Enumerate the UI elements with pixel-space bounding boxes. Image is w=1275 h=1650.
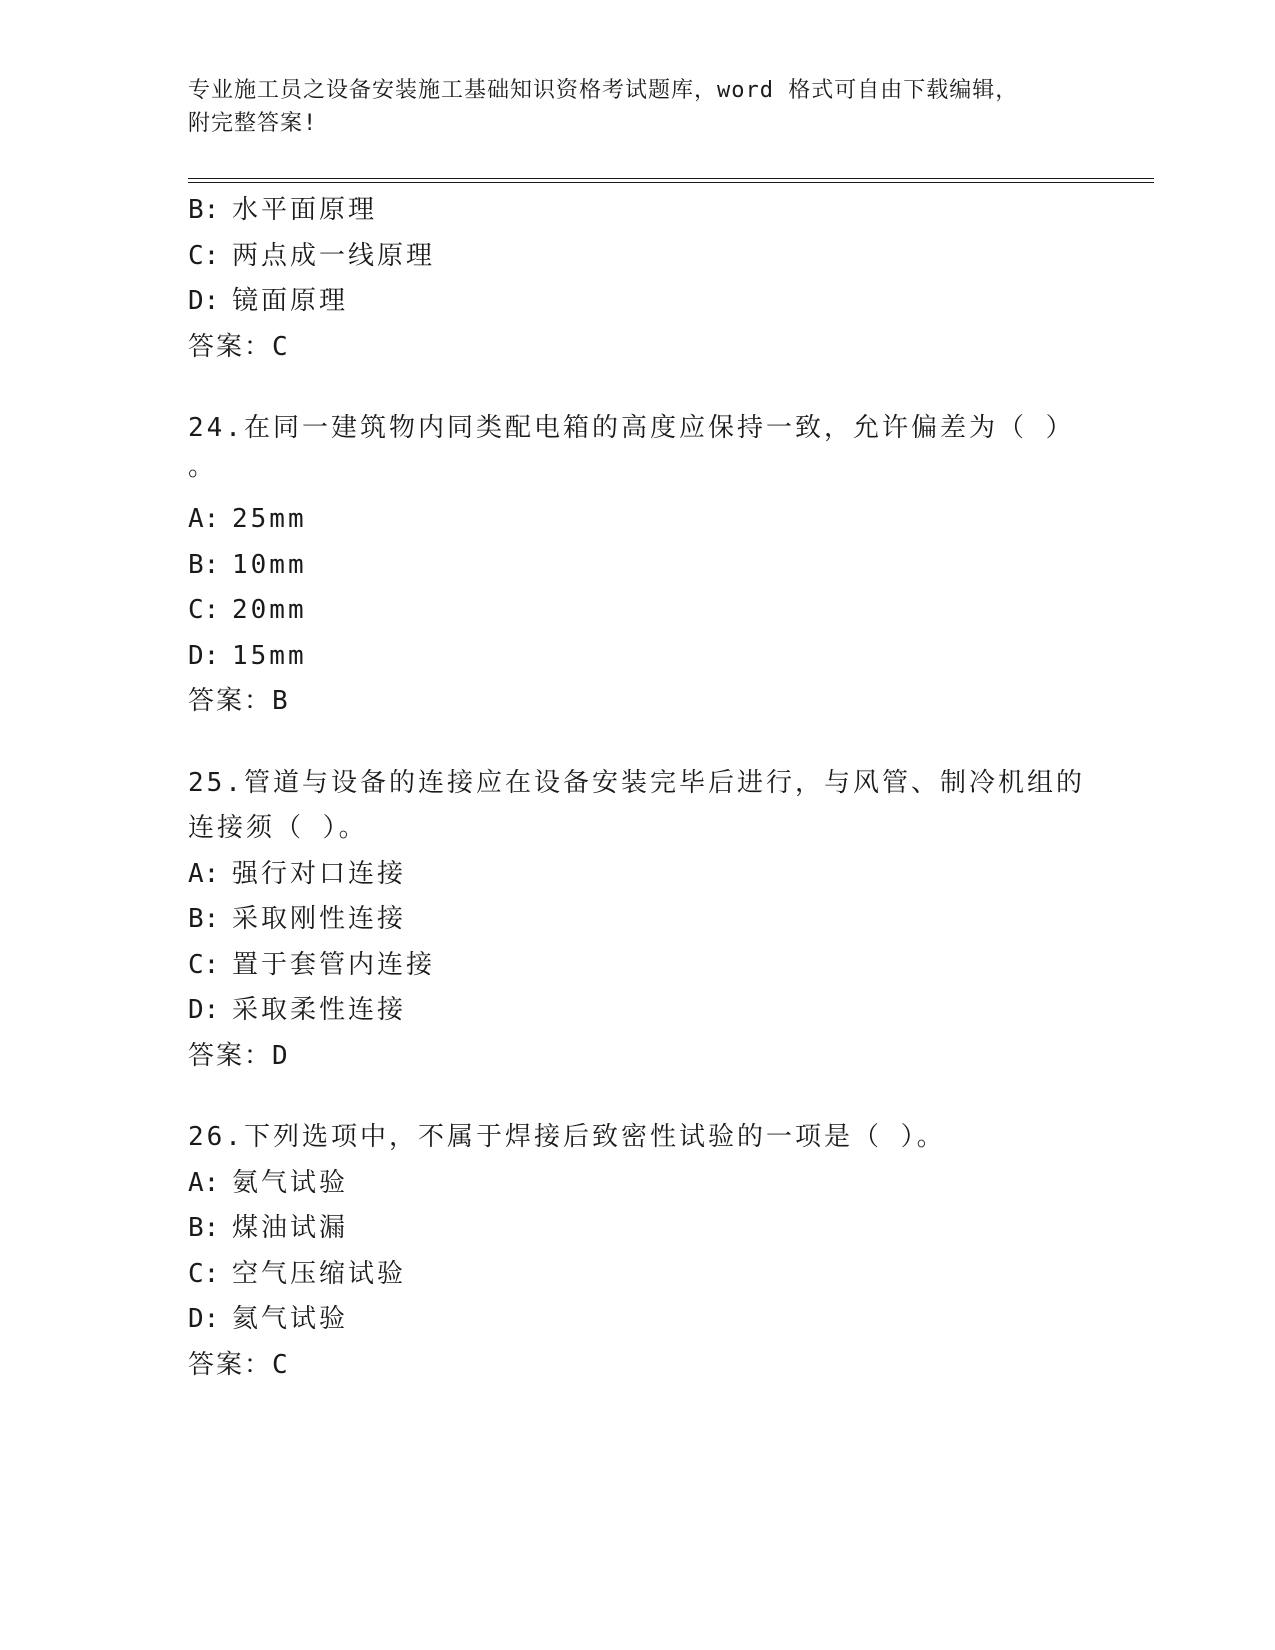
answer-line: 答案：B	[188, 686, 290, 716]
option-text: 水平面原理	[232, 195, 378, 225]
option-text: 采取柔性连接	[232, 995, 407, 1025]
option-item	[188, 234, 1128, 280]
option-text: 10mm	[232, 549, 307, 580]
option-text: 空气压缩试验	[232, 1258, 407, 1289]
option-item	[188, 943, 1128, 989]
option-key: A:	[188, 504, 220, 534]
option-text: 两点成一线原理	[232, 240, 436, 271]
option-item	[188, 588, 1128, 634]
option-item	[188, 1161, 1128, 1207]
option-text: 15mm	[232, 640, 307, 671]
header-divider	[188, 178, 1154, 183]
question-block-24	[188, 406, 1128, 725]
option-key: B:	[188, 1213, 220, 1243]
option-key: D:	[188, 995, 220, 1025]
option-text: 20mm	[232, 595, 307, 625]
option-text: 氦气试验	[232, 1304, 349, 1334]
option-item	[188, 497, 1128, 543]
option-key: C:	[188, 1258, 220, 1289]
option-item	[188, 988, 1128, 1034]
option-item	[188, 543, 1128, 589]
option-text: 镜面原理	[232, 286, 349, 316]
option-text: 25mm	[232, 504, 307, 534]
option-text: 煤油试漏	[232, 1213, 349, 1243]
document-header	[188, 74, 1068, 140]
question-block-prev	[188, 188, 1128, 370]
option-key: B:	[188, 195, 220, 225]
option-item	[188, 188, 1128, 234]
option-text: 采取刚性连接	[232, 904, 407, 934]
option-key: C:	[188, 240, 220, 271]
answer-line: 答案：D	[188, 1040, 290, 1071]
question-text-continued: 连接须（ ）。	[188, 813, 368, 843]
question-text: 24.在同一建筑物内同类配电箱的高度应保持一致，允许偏差为（ ）	[188, 413, 1075, 443]
option-item	[188, 852, 1128, 898]
option-item	[188, 279, 1128, 325]
question-block-25	[188, 761, 1128, 1080]
option-key: B:	[188, 904, 220, 934]
answer-line: 答案：C	[188, 1349, 290, 1380]
option-key: A:	[188, 1167, 220, 1198]
option-key: B:	[188, 549, 220, 580]
question-list	[188, 188, 1128, 1388]
option-text: 强行对口连接	[232, 858, 407, 889]
header-line-1: 专业施工员之设备安装施工基础知识资格考试题库，word 格式可自由下载编辑，	[188, 78, 1019, 103]
question-block-26	[188, 1115, 1128, 1388]
option-item	[188, 897, 1128, 943]
option-key: A:	[188, 858, 220, 889]
option-key: C:	[188, 949, 220, 980]
header-line-2: 附完整答案!	[188, 111, 318, 136]
option-key: D:	[188, 640, 220, 671]
question-text: 25.管道与设备的连接应在设备安装完毕后进行，与风管、制冷机组的	[188, 767, 1085, 798]
answer-line: 答案：C	[188, 331, 290, 362]
option-text: 氨气试验	[232, 1167, 349, 1198]
question-text-continued: 。	[188, 451, 218, 482]
option-item	[188, 1297, 1128, 1343]
option-key: D:	[188, 286, 220, 316]
option-item	[188, 634, 1128, 680]
question-text: 26.下列选项中，不属于焊接后致密性试验的一项是（ ）。	[188, 1122, 946, 1152]
option-key: D:	[188, 1304, 220, 1334]
option-item	[188, 1206, 1128, 1252]
option-text: 置于套管内连接	[232, 949, 436, 980]
option-item	[188, 1252, 1128, 1298]
option-key: C:	[188, 595, 220, 625]
